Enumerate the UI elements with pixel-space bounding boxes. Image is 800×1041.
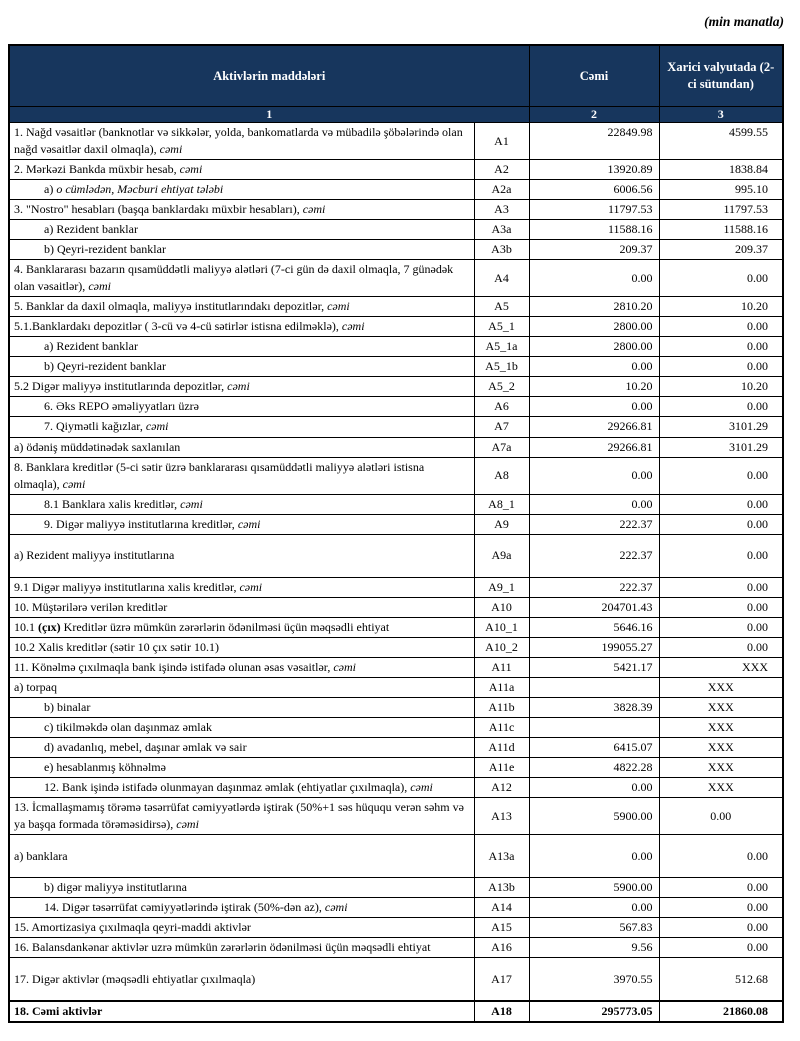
- row-code: A5_2: [474, 377, 529, 397]
- row-label: [9, 1001, 474, 1022]
- table-row: [9, 737, 783, 757]
- row-label: [9, 160, 474, 180]
- row-total-value: 22849.98: [529, 123, 659, 160]
- row-foreign-currency-value: 0.00: [659, 597, 783, 617]
- row-total-value: 0.00: [529, 397, 659, 417]
- row-label: [9, 898, 474, 918]
- row-label: [9, 397, 474, 417]
- row-code: A8: [474, 457, 529, 494]
- row-label-segment: 16. Balansdankənar aktivlər uzrə mümkün zərərlərin ödənilməsi üçün məqsədli ehtiyat: [14, 940, 431, 955]
- row-label-segment: cəmi: [327, 299, 350, 314]
- row-code: A6: [474, 397, 529, 417]
- row-code: A11e: [474, 757, 529, 777]
- row-foreign-currency-value: 0.00: [659, 835, 783, 878]
- row-label-segment: 9.1 Digər maliyyə institutlarına xalis kreditlər,: [14, 579, 240, 594]
- row-label: [9, 697, 474, 717]
- row-total-value: 6006.56: [529, 180, 659, 200]
- row-code: A13: [474, 798, 529, 835]
- row-code: A9a: [474, 534, 529, 577]
- row-code: A8_1: [474, 494, 529, 514]
- row-label-segment: cəmi: [88, 279, 111, 294]
- row-label-segment: a) banklara: [14, 848, 68, 863]
- row-code: A7a: [474, 437, 529, 457]
- row-code: A12: [474, 777, 529, 797]
- row-foreign-currency-value: 11797.53: [659, 200, 783, 220]
- row-label: [9, 317, 474, 337]
- row-label-segment: cəmi: [324, 900, 348, 915]
- row-label-segment: 12. Bank işində istifadə olunmayan daşınmaz əmlak (ehtiyatlar çıxılmaqla),: [44, 779, 411, 794]
- row-code: A5: [474, 297, 529, 317]
- column-number-row: [9, 107, 783, 123]
- row-total-value: 5646.16: [529, 617, 659, 637]
- row-label-segment: cəmi: [180, 496, 203, 511]
- table-row: [9, 397, 783, 417]
- row-label: [9, 597, 474, 617]
- row-foreign-currency-value: XXX: [659, 717, 783, 737]
- row-total-value: [529, 717, 659, 737]
- row-label: [9, 514, 474, 534]
- row-label-segment: 13. İcmallaşmamış törəmə təsərrüfat cəmiyyətlərdə iştirak (50%+1 səs hüququ verən səhm və ya başqa formada törəməsidirsə),: [14, 800, 464, 832]
- table-header: [9, 45, 783, 123]
- row-foreign-currency-value: 0.00: [659, 637, 783, 657]
- row-label-segment: c) tikilməkdə olan daşınmaz əmlak: [44, 719, 212, 734]
- table-row: [9, 597, 783, 617]
- row-foreign-currency-value: 0.00: [659, 260, 783, 297]
- row-total-value: 3828.39: [529, 697, 659, 717]
- row-code: A7: [474, 417, 529, 437]
- assets-table: [8, 44, 784, 1023]
- table-row: [9, 514, 783, 534]
- row-code: A18: [474, 1001, 529, 1022]
- table-row: [9, 123, 783, 160]
- row-label-segment: a) ödəniş müddətinədək saxlanılan: [14, 439, 181, 454]
- row-label-segment: 2. Mərkəzi Bankda müxbir hesab,: [14, 162, 180, 177]
- header-row: [9, 45, 783, 107]
- row-foreign-currency-value: 0.00: [659, 798, 783, 835]
- row-total-value: 3970.55: [529, 958, 659, 1002]
- row-label: [9, 938, 474, 958]
- table-row: [9, 160, 783, 180]
- row-label-segment: cəmi: [302, 202, 326, 217]
- table-row: [9, 938, 783, 958]
- table-row: [9, 717, 783, 737]
- row-label: [9, 677, 474, 697]
- row-label-segment: 15. Amortizasiya çıxılmaqla qeyri-maddi aktivlər: [14, 920, 251, 935]
- row-total-value: 4822.28: [529, 757, 659, 777]
- row-foreign-currency-value: XXX: [659, 677, 783, 697]
- row-label: [9, 617, 474, 637]
- row-label: [9, 200, 474, 220]
- row-label-segment: e) hesablanmış köhnəlmə: [44, 759, 166, 774]
- row-code: A13a: [474, 835, 529, 878]
- row-label-segment: d) avadanlıq, mebel, daşınar əmlak və sair: [44, 739, 247, 754]
- row-total-value: 6415.07: [529, 737, 659, 757]
- row-total-value: 13920.89: [529, 160, 659, 180]
- row-foreign-currency-value: 209.37: [659, 240, 783, 260]
- row-total-value: 29266.81: [529, 437, 659, 457]
- table-row: [9, 677, 783, 697]
- table-row: [9, 835, 783, 878]
- row-label: [9, 180, 474, 200]
- row-total-value: 0.00: [529, 835, 659, 878]
- row-code: A9_1: [474, 577, 529, 597]
- row-code: A5_1b: [474, 357, 529, 377]
- table-row: [9, 200, 783, 220]
- row-label-segment: a): [44, 182, 57, 197]
- row-label: [9, 835, 474, 878]
- row-code: A15: [474, 918, 529, 938]
- row-foreign-currency-value: 512.68: [659, 958, 783, 1002]
- row-label: [9, 878, 474, 898]
- row-total-value: [529, 677, 659, 697]
- row-foreign-currency-value: XXX: [659, 697, 783, 717]
- row-code: A17: [474, 958, 529, 1002]
- row-label-segment: cəmi: [227, 379, 250, 394]
- row-total-value: 0.00: [529, 777, 659, 797]
- table-row: [9, 417, 783, 437]
- table-row: [9, 617, 783, 637]
- table-row: [9, 878, 783, 898]
- row-label-segment: cəmi: [145, 419, 169, 434]
- row-total-value: 10.20: [529, 377, 659, 397]
- row-label-segment: a) Rezident banklar: [44, 339, 138, 354]
- row-label-segment: 5. Banklar da daxil olmaqla, maliyyə institutlarındakı depozitlər,: [14, 299, 328, 314]
- col-header-total: Cəmi: [529, 45, 659, 107]
- row-label: [9, 123, 474, 160]
- row-total-value: 209.37: [529, 240, 659, 260]
- row-label: [9, 918, 474, 938]
- row-label: [9, 437, 474, 457]
- row-label-segment: cəmi: [341, 319, 365, 334]
- row-foreign-currency-value: 0.00: [659, 457, 783, 494]
- row-label-segment: b) Qeyri-rezident banklar: [44, 359, 166, 374]
- row-foreign-currency-value: 0.00: [659, 617, 783, 637]
- row-label: [9, 657, 474, 677]
- unit-note: (min manatla): [704, 14, 784, 29]
- row-label: [9, 757, 474, 777]
- row-total-value: 0.00: [529, 457, 659, 494]
- table-row: [9, 337, 783, 357]
- row-label-segment: cəmi: [62, 476, 86, 491]
- row-code: A5_1: [474, 317, 529, 337]
- row-total-value: 11588.16: [529, 220, 659, 240]
- row-label: [9, 577, 474, 597]
- table-row: [9, 798, 783, 835]
- row-total-value: 29266.81: [529, 417, 659, 437]
- table-row: [9, 457, 783, 494]
- row-total-value: 222.37: [529, 577, 659, 597]
- row-label-segment: 4. Banklararası bazarın qısamüddətli maliyyə alətləri (7-ci gün də daxil olmaqla, 7 günədək olan vəsaitlər),: [14, 262, 454, 294]
- table-row: [9, 697, 783, 717]
- row-foreign-currency-value: 21860.08: [659, 1001, 783, 1022]
- row-label-segment: 10. Müştərilərə verilən kreditlər: [14, 599, 168, 614]
- table-row: [9, 297, 783, 317]
- row-label: [9, 357, 474, 377]
- row-label-segment: cəmi: [159, 142, 183, 157]
- row-label-segment: o cümlədən, Məcburi ehtiyat tələbi: [56, 182, 224, 197]
- row-label: [9, 377, 474, 397]
- row-foreign-currency-value: 0.00: [659, 494, 783, 514]
- row-code: A10_2: [474, 637, 529, 657]
- row-foreign-currency-value: 0.00: [659, 317, 783, 337]
- table-row: [9, 357, 783, 377]
- row-foreign-currency-value: XXX: [659, 757, 783, 777]
- row-foreign-currency-value: XXX: [659, 777, 783, 797]
- row-code: A3a: [474, 220, 529, 240]
- row-total-value: 2800.00: [529, 337, 659, 357]
- row-foreign-currency-value: 0.00: [659, 357, 783, 377]
- row-foreign-currency-value: 3101.29: [659, 417, 783, 437]
- row-total-value: 0.00: [529, 357, 659, 377]
- row-code: A9: [474, 514, 529, 534]
- table-body: [9, 123, 783, 1023]
- row-label-segment: 14. Digər təsərrüfat cəmiyyətlərində iştirak (50%-dən az),: [44, 900, 325, 915]
- table-row: [9, 317, 783, 337]
- row-label-segment: 5.2 Digər maliyyə institutlarında depozitlər,: [14, 379, 228, 394]
- row-label: [9, 337, 474, 357]
- row-foreign-currency-value: 10.20: [659, 297, 783, 317]
- row-label-segment: b) binalar: [44, 699, 91, 714]
- table-row: [9, 220, 783, 240]
- col-number-2: 2: [529, 107, 659, 123]
- row-foreign-currency-value: 4599.55: [659, 123, 783, 160]
- row-label-segment: cəmi: [239, 579, 263, 594]
- row-label-segment: 8. Banklara kreditlər (5-ci sətir üzrə banklararası qısamüddətli maliyyə alətləri istisna olmaqla),: [14, 459, 425, 491]
- table-row: [9, 180, 783, 200]
- col-header-foreign: Xarici valyutada (2-ci sütundan): [659, 45, 783, 107]
- row-label: [9, 717, 474, 737]
- row-code: A1: [474, 123, 529, 160]
- row-label-segment: cəmi: [333, 659, 356, 674]
- row-foreign-currency-value: 0.00: [659, 898, 783, 918]
- row-total-value: 5900.00: [529, 798, 659, 835]
- row-code: A5_1a: [474, 337, 529, 357]
- row-code: A13b: [474, 878, 529, 898]
- row-label-segment: 11. Könəlmə çıxılmaqla bank işində istifadə olunan əsas vəsaitlər,: [14, 659, 334, 674]
- row-foreign-currency-value: 0.00: [659, 514, 783, 534]
- row-label: [9, 260, 474, 297]
- row-label: [9, 240, 474, 260]
- row-code: A10_1: [474, 617, 529, 637]
- row-foreign-currency-value: 995.10: [659, 180, 783, 200]
- row-label-segment: 17. Digər aktivlər (məqsədli ehtiyatlar çıxılmaqla): [14, 971, 256, 986]
- col-number-1: 1: [9, 107, 529, 123]
- row-label-segment: Kreditlər üzrə mümkün zərərlərin ödənilməsi üçün məqsədli ehtiyat: [60, 619, 390, 634]
- row-total-value: 295773.05: [529, 1001, 659, 1022]
- row-foreign-currency-value: 1838.84: [659, 160, 783, 180]
- row-foreign-currency-value: 0.00: [659, 577, 783, 597]
- row-label-segment: cəmi: [410, 779, 433, 794]
- row-foreign-currency-value: 10.20: [659, 377, 783, 397]
- row-code: A16: [474, 938, 529, 958]
- table-row: [9, 494, 783, 514]
- row-code: A11d: [474, 737, 529, 757]
- table-row: [9, 777, 783, 797]
- row-foreign-currency-value: 0.00: [659, 938, 783, 958]
- row-code: A3: [474, 200, 529, 220]
- row-code: A2: [474, 160, 529, 180]
- row-code: A4: [474, 260, 529, 297]
- row-total-value: 199055.27: [529, 637, 659, 657]
- row-total-value: 5421.17: [529, 657, 659, 677]
- row-code: A2a: [474, 180, 529, 200]
- table-row: [9, 657, 783, 677]
- table-row: [9, 534, 783, 577]
- row-total-value: 5900.00: [529, 878, 659, 898]
- table-row: [9, 958, 783, 1002]
- table-row: [9, 437, 783, 457]
- row-foreign-currency-value: 0.00: [659, 397, 783, 417]
- row-label-segment: a) Rezident banklar: [44, 222, 138, 237]
- row-label-segment: 5.1.Banklardakı depozitlər ( 3-cü və 4-cü sətirlər istisna edilməklə),: [14, 319, 342, 334]
- row-total-value: 204701.43: [529, 597, 659, 617]
- row-total-value: 567.83: [529, 918, 659, 938]
- row-label-segment: a) Rezident maliyyə institutlarına: [14, 548, 175, 563]
- row-code: A3b: [474, 240, 529, 260]
- row-label-segment: (çıx): [38, 619, 61, 634]
- row-code: A11c: [474, 717, 529, 737]
- row-total-value: 2800.00: [529, 317, 659, 337]
- row-label: [9, 777, 474, 797]
- row-foreign-currency-value: 0.00: [659, 534, 783, 577]
- col-number-3: 3: [659, 107, 783, 123]
- row-label: [9, 457, 474, 494]
- row-label: [9, 220, 474, 240]
- row-label-segment: cəmi: [237, 516, 261, 531]
- row-label-segment: 18. Cəmi aktivlər: [14, 1004, 103, 1019]
- row-foreign-currency-value: XXX: [659, 737, 783, 757]
- row-total-value: 2810.20: [529, 297, 659, 317]
- row-label-segment: 9. Digər maliyyə institutlarına kreditlər,: [44, 516, 238, 531]
- row-label: [9, 798, 474, 835]
- table-row: [9, 1001, 783, 1022]
- row-total-value: 11797.53: [529, 200, 659, 220]
- row-total-value: 0.00: [529, 260, 659, 297]
- row-code: A11: [474, 657, 529, 677]
- table-row: [9, 577, 783, 597]
- row-foreign-currency-value: 0.00: [659, 337, 783, 357]
- row-label-segment: 10.2 Xalis kreditlər (sətir 10 çıx sətir 10.1): [14, 639, 219, 654]
- table-row: [9, 757, 783, 777]
- row-label: [9, 417, 474, 437]
- row-code: A11b: [474, 697, 529, 717]
- col-header-items: Aktivlərin maddələri: [9, 45, 529, 107]
- row-label: [9, 297, 474, 317]
- row-code: A11a: [474, 677, 529, 697]
- row-total-value: 0.00: [529, 898, 659, 918]
- row-label-segment: 1. Nağd vəsaitlər (banknotlar və sikkələr, yolda, bankomatlarda və mübadilə şöbələrində olan nağd vəsaitlər daxil olmaqla),: [14, 125, 463, 157]
- table-row: [9, 260, 783, 297]
- row-label-segment: 7. Qiymətli kağızlar,: [44, 419, 146, 434]
- row-label-segment: cəmi: [176, 817, 199, 832]
- row-label: [9, 534, 474, 577]
- row-total-value: 0.00: [529, 494, 659, 514]
- row-label-segment: 10.1: [14, 619, 38, 634]
- row-foreign-currency-value: 11588.16: [659, 220, 783, 240]
- row-foreign-currency-value: 0.00: [659, 918, 783, 938]
- row-label-segment: b) digər maliyyə institutlarına: [44, 880, 187, 895]
- row-label-segment: 8.1 Banklara xalis kreditlər,: [44, 496, 181, 511]
- row-total-value: 222.37: [529, 534, 659, 577]
- table-row: [9, 240, 783, 260]
- row-code: A10: [474, 597, 529, 617]
- row-label: [9, 958, 474, 1002]
- table-row: [9, 898, 783, 918]
- row-label-segment: 6. Əks REPO əməliyyatları üzrə: [44, 399, 199, 414]
- table-row: [9, 918, 783, 938]
- row-label: [9, 737, 474, 757]
- row-foreign-currency-value: 3101.29: [659, 437, 783, 457]
- row-label-segment: 3. "Nostro" hesabları (başqa banklardakı müxbir hesabları),: [14, 202, 303, 217]
- row-total-value: 9.56: [529, 938, 659, 958]
- row-label-segment: b) Qeyri-rezident banklar: [44, 242, 166, 257]
- row-label: [9, 637, 474, 657]
- table-row: [9, 377, 783, 397]
- table-row: [9, 637, 783, 657]
- row-label: [9, 494, 474, 514]
- row-label-segment: a) torpaq: [14, 679, 57, 694]
- row-foreign-currency-value: 0.00: [659, 878, 783, 898]
- row-code: A14: [474, 898, 529, 918]
- row-foreign-currency-value: XXX: [659, 657, 783, 677]
- row-total-value: 222.37: [529, 514, 659, 534]
- row-label-segment: cəmi: [179, 162, 203, 177]
